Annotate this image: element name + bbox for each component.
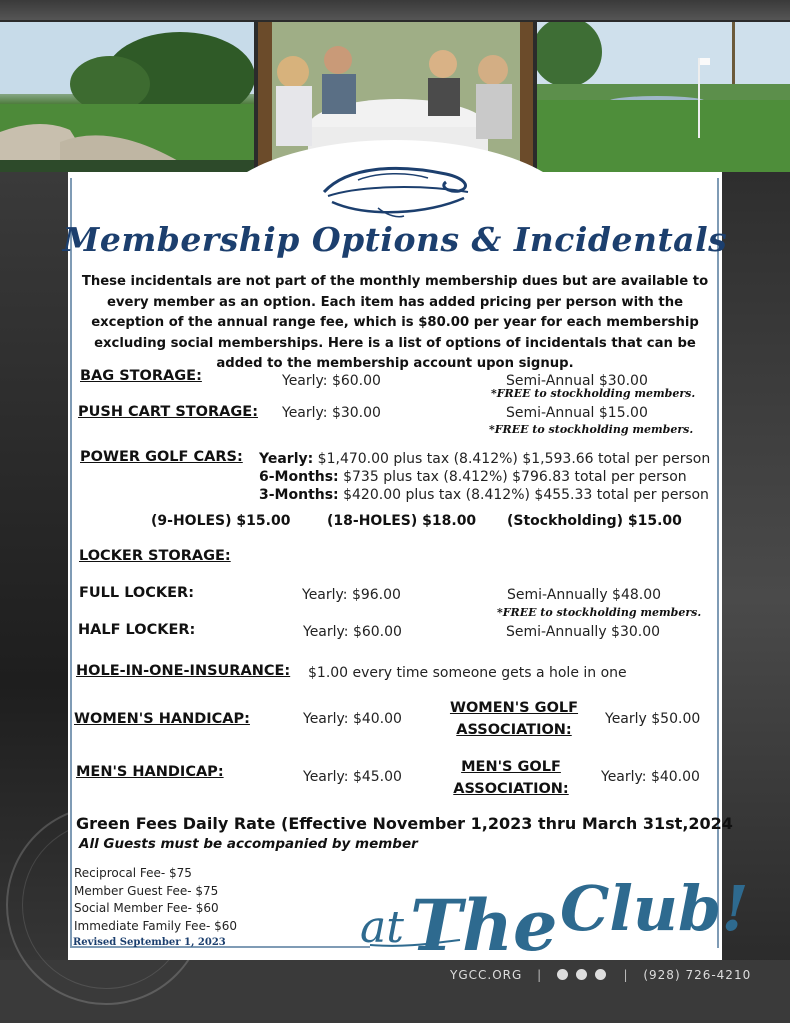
locker-storage-label: LOCKER STORAGE: xyxy=(79,548,231,564)
footer-site[interactable]: YGCC.ORG xyxy=(450,968,523,982)
power-carts-label: POWER GOLF CARS: xyxy=(80,449,243,465)
green-fees-list xyxy=(74,865,237,935)
at-the-club-logo xyxy=(350,850,750,970)
flourish-ornament-icon xyxy=(318,158,474,222)
facebook-icon[interactable] xyxy=(557,969,568,980)
panel-border-left xyxy=(70,178,72,948)
power-carts-3months: 3-Months: $420.00 plus tax (8.412%) $455.33 total per person xyxy=(259,487,709,503)
photo-golf-green-flag xyxy=(537,22,790,172)
fee-social-member: Social Member Fee- $60 xyxy=(74,901,219,915)
half-locker-semi: Semi-Annually $30.00 xyxy=(506,624,661,640)
full-locker-note: *FREE to stockholding members. xyxy=(497,606,702,619)
womens-assoc-label: WOMEN'S GOLF ASSOCIATION: xyxy=(449,700,579,738)
photo-golf-course-bridge xyxy=(0,22,254,172)
rate-9-holes: (9-HOLES) $15.00 xyxy=(151,513,291,529)
svg-text:The: The xyxy=(410,884,558,967)
footer-separator: | xyxy=(537,968,543,982)
mens-handicap-label: MEN'S HANDICAP: xyxy=(76,764,224,780)
footer xyxy=(450,968,751,982)
bag-storage-semi: Semi-Annual $30.00 xyxy=(506,373,648,389)
push-cart-note: *FREE to stockholding members. xyxy=(489,423,694,436)
top-strip xyxy=(0,0,790,20)
bag-storage-yearly: Yearly: $60.00 xyxy=(282,373,381,389)
fee-reciprocal: Reciprocal Fee- $75 xyxy=(74,866,192,880)
womens-assoc-yearly: Yearly $50.00 xyxy=(605,711,701,727)
green-fees-subtitle: All Guests must be accompanied by member xyxy=(79,836,418,852)
bag-storage-note: *FREE to stockholding members. xyxy=(491,387,696,400)
power-carts-6months: 6-Months: $735 plus tax (8.412%) $796.83 total per person xyxy=(259,469,687,485)
mens-handicap-yearly: Yearly: $45.00 xyxy=(303,769,402,785)
green-fees-title: Green Fees Daily Rate (Effective November 1,2023 thru March 31st,2024 xyxy=(76,814,733,833)
intro-paragraph: These incidentals are not part of the monthly membership dues but are available to every member as an option. Each item has added pricing per person with the exception of the annual range fee, which is $80.00 per year for each membership excluding social memberships. Here is a list of options of incidentals that can be added to the membership account upon signup. xyxy=(81,274,709,371)
half-locker-yearly: Yearly: $60.00 xyxy=(303,624,402,640)
womens-handicap-label: WOMEN'S HANDICAP: xyxy=(74,711,250,727)
power-carts-yearly: Yearly: $1,470.00 plus tax (8.412%) $1,593.66 total per person xyxy=(259,451,711,467)
mens-assoc-yearly: Yearly: $40.00 xyxy=(601,769,700,785)
full-locker-yearly: Yearly: $96.00 xyxy=(302,587,401,603)
half-locker-label: HALF LOCKER: xyxy=(78,622,196,638)
fee-immediate-family: Immediate Family Fee- $60 xyxy=(74,918,237,933)
page-title: Membership Options & Incidentals xyxy=(62,220,728,259)
fee-member-guest: Member Guest Fee- $75 xyxy=(74,883,219,898)
bag-storage-label: BAG STORAGE: xyxy=(80,368,202,384)
svg-text:at: at xyxy=(360,902,404,953)
twitter-icon[interactable] xyxy=(576,969,587,980)
hole-in-one-label: HOLE-IN-ONE-INSURANCE: xyxy=(76,663,291,679)
full-locker-label: FULL LOCKER: xyxy=(79,585,195,601)
instagram-icon[interactable] xyxy=(595,969,606,980)
footer-separator-2: | xyxy=(623,968,629,982)
svg-text:Club!: Club! xyxy=(560,872,749,945)
full-locker-semi: Semi-Annually $48.00 xyxy=(507,587,662,603)
footer-phone[interactable]: (928) 726-4210 xyxy=(643,968,752,982)
revised-date: Revised September 1, 2023 xyxy=(73,937,226,948)
womens-handicap-yearly: Yearly: $40.00 xyxy=(303,711,402,727)
rate-stockholding: (Stockholding) $15.00 xyxy=(507,513,682,529)
hole-in-one-text: $1.00 every time someone gets a hole in one xyxy=(308,665,627,681)
rate-18-holes: (18-HOLES) $18.00 xyxy=(327,513,477,529)
push-cart-label: PUSH CART STORAGE: xyxy=(78,404,258,420)
mens-assoc-label: MEN'S GOLF ASSOCIATION: xyxy=(453,759,569,797)
push-cart-semi: Semi-Annual $15.00 xyxy=(506,405,648,421)
push-cart-yearly: Yearly: $30.00 xyxy=(282,405,381,421)
